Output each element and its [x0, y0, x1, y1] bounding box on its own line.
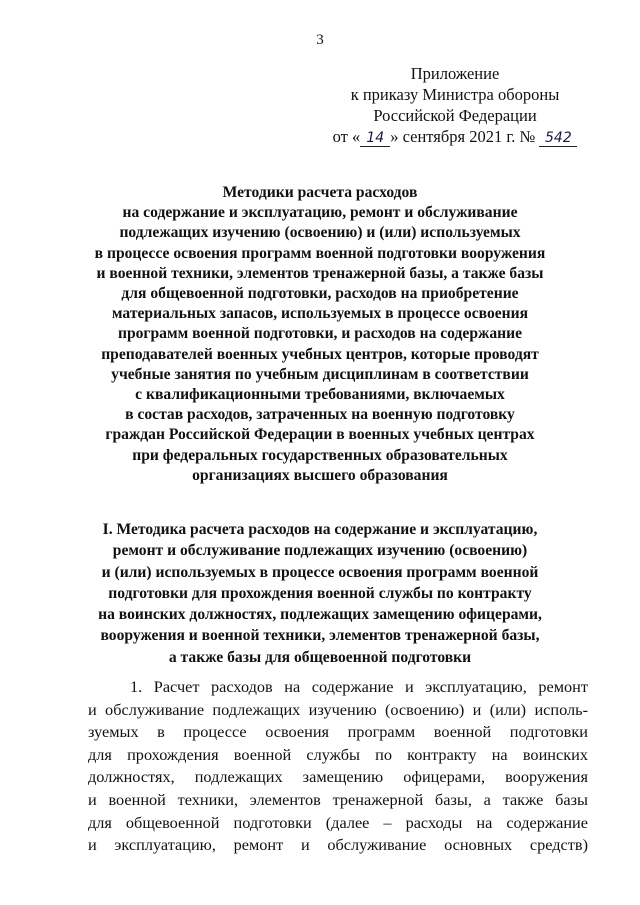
- paragraph-line: зуемых в процессе освоения программ военной подготовки: [88, 722, 588, 742]
- paragraph-line: и обслуживание подлежащих изучению (освоению) и (или) исполь-: [88, 699, 588, 719]
- handwritten-day: 14: [360, 130, 390, 147]
- section-heading: [60, 519, 580, 668]
- paragraph-line: для прохождения военной службы по контракту на воинских: [88, 744, 588, 764]
- appendix-label: Приложение: [410, 64, 500, 83]
- body-paragraph: [88, 676, 588, 857]
- section-heading-line: и (или) используемых в процессе освоения программ военной: [101, 563, 539, 581]
- title-line: в состав расходов, затраченных на военную подготовку: [125, 406, 515, 424]
- appendix-block: [320, 63, 590, 147]
- title-line: и военной техники, элементов тренажерной базы, а также базы: [96, 264, 544, 282]
- paragraph-line: должностях, подлежащих замещению офицерами, вооружения: [88, 767, 588, 787]
- title-line: преподавателей военных учебных центров, которые проводят: [101, 345, 539, 363]
- title-line: программ военной подготовки, и расходов на содержание: [117, 325, 523, 343]
- section-heading-line: а также базы для общевоенной подготовки: [168, 648, 472, 666]
- title-line: для общевоенной подготовки, расходов на приобретение: [121, 285, 519, 303]
- appendix-date-line: [320, 126, 590, 147]
- paragraph-line: 1. Расчет расходов на содержание и эксплуатацию, ремонт: [130, 677, 588, 696]
- title-line: подлежащих изучению (освоению) и (или) используемых: [119, 224, 521, 242]
- section-heading-line: на воинских должностях, подлежащих замещению офицерами,: [98, 606, 542, 624]
- paragraph-line: для общевоенной подготовки (далее – расходы на содержание: [88, 812, 588, 832]
- section-heading-line: вооружения и военной техники, элементов тренажерной базы,: [100, 627, 540, 645]
- title-line: учебные занятия по учебным дисциплинам в соответствии: [111, 365, 529, 383]
- section-heading-line: I. Методика расчета расходов на содержание и эксплуатацию,: [102, 521, 538, 538]
- title-line: граждан Российской Федерации в военных учебных центрах: [105, 426, 535, 444]
- title-line: с квалификационными требованиями, включаемых: [135, 386, 505, 404]
- appendix-country: Российской Федерации: [373, 106, 537, 125]
- paragraph-line: и эксплуатацию, ремонт и обслуживание основных средств): [88, 835, 588, 855]
- page-number: 3: [316, 32, 324, 48]
- title-line: материальных запасов, используемых в процессе освоения: [111, 305, 529, 323]
- title-line: организациях высшего образования: [192, 466, 448, 484]
- title-line: Методики расчета расходов: [222, 184, 418, 201]
- handwritten-order-number: 542: [539, 130, 577, 147]
- appendix-order-ref: к приказу Министра обороны: [350, 85, 560, 104]
- section-heading-line: ремонт и обслуживание подлежащих изучению (освоению): [112, 542, 528, 560]
- date-middle: » сентября 2021 г. №: [390, 127, 536, 146]
- paragraph-line: и военной техники, элементов тренажерной базы, а также базы: [88, 789, 588, 809]
- date-prefix: от «: [332, 127, 361, 146]
- title-line: при федеральных государственных образовательных: [132, 446, 508, 464]
- title-line: в процессе освоения программ военной подготовки вооружения: [94, 244, 546, 262]
- section-heading-line: подготовки для прохождения военной службы по контракту: [108, 584, 532, 602]
- title-line: на содержание и эксплуатацию, ремонт и обслуживание: [122, 204, 518, 222]
- document-title: [60, 183, 580, 486]
